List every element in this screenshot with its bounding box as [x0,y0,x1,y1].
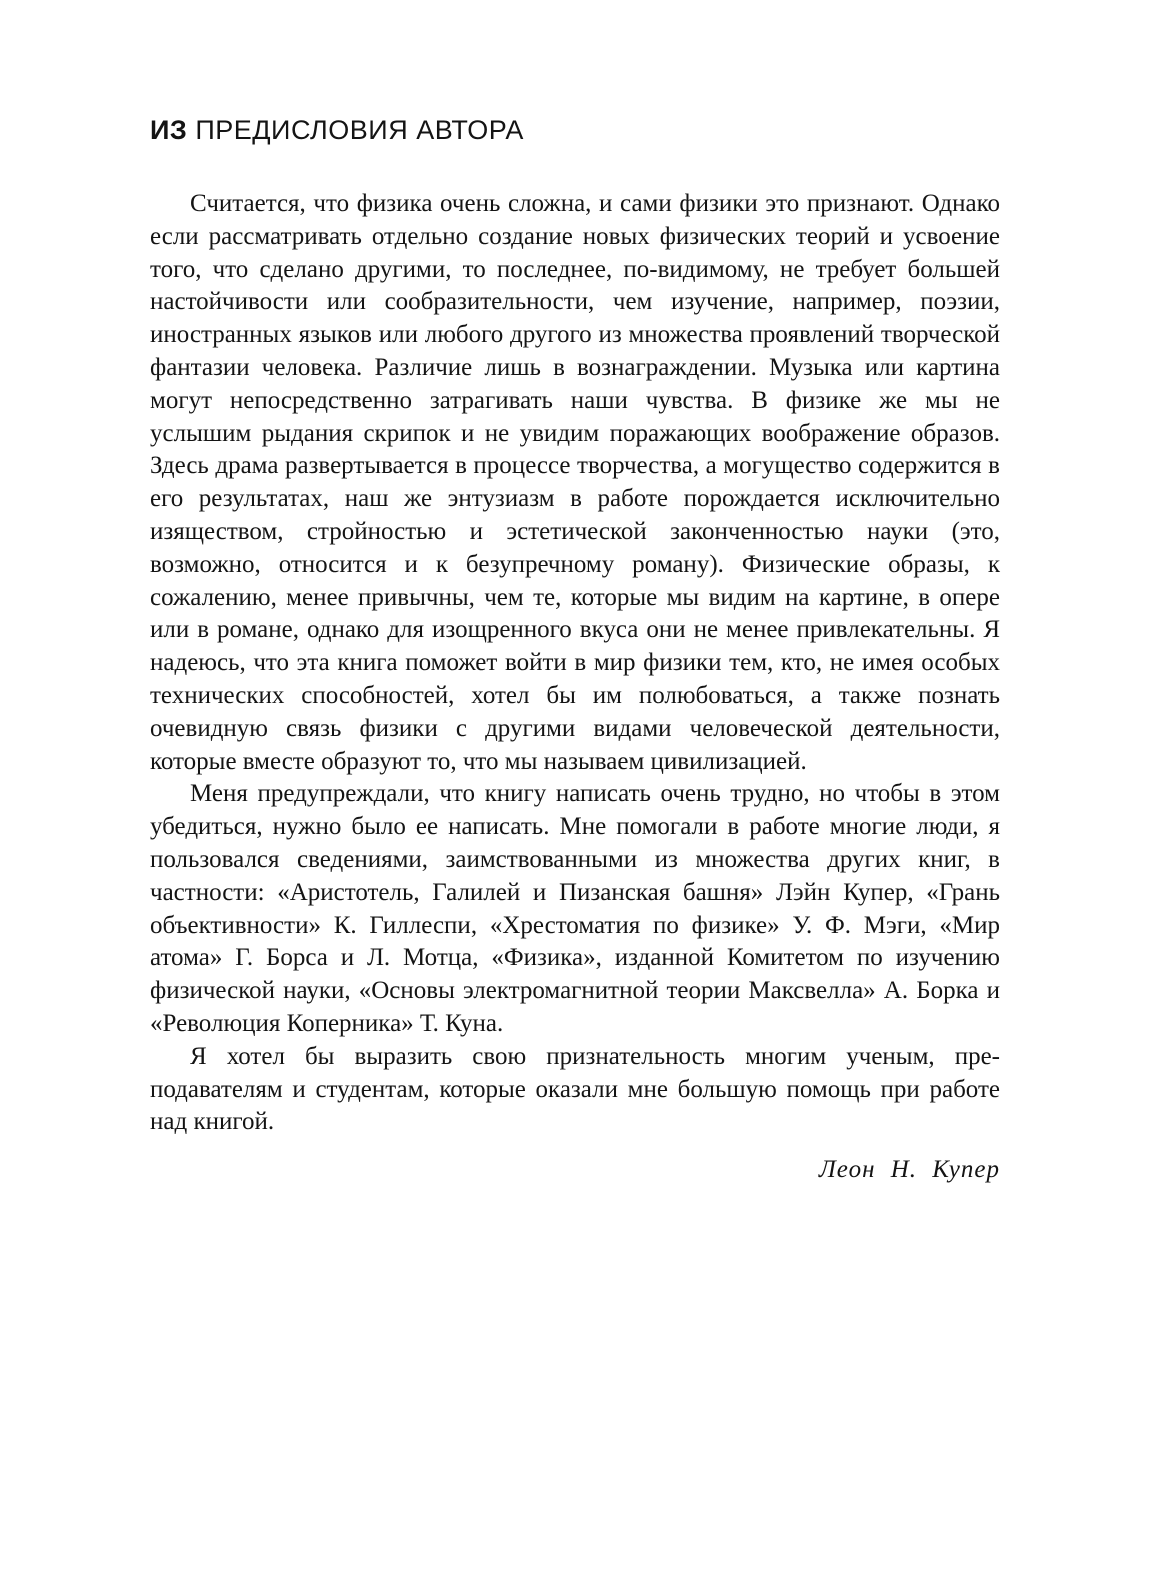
document-page [150,110,1000,1187]
section-heading [150,110,1000,150]
author-signature: Леон Н. Купер [818,1156,1000,1184]
heading-first-word: ИЗ [150,115,188,145]
heading-rest: ПРЕДИСЛОВИЯ АВТОРА [195,115,524,145]
paragraph-2: Меня предупреждали, что книгу написать очень трудно, но чтобы в этом убедиться, нужно было ее написать. Мне помогали в работе многие люди, я пользовался сведениями, заимствованными из множества других книг, в частности: «Аристотель, Галилей и Пизанская башня» Лэйн Купер, «Грань объективности» К. Гиллеспи, «Хрестоматия по физике» У. Ф. Мэги, «Мир атома» Г. Борса и Л. Мотца, «Физика», изданной Комитетом по изучению физической науки, «Основы электромагнитной теории Максвелла» А. Борка и «Революция Коперника» Т. Куна. [150,780,1000,1037]
paragraph-1: Считается, что физика очень сложна, и сами физики это признают. Однако если рассматривать отдельно создание новых физических теорий и усвоение того, что сделано другими, то последнее, по-видимому, не требует большей настойчивости или сообразительности, чем изучение, например, поэзии, иностранных языков или любого другого из множества проявлений творческой фантазии человека. Различие лишь в вознаграждении. Музыка или картина могут непосредственно затрагивать наши чувства. В физике же мы не услышим рыдания скрипок и не увидим поражающих воображение образов. Здесь драма развертывается в процессе творчества, а могущество содержится в его результатах, наш же энтузиазм в работе порождается исключительно изяществом, стройностью и эстетической законченностью науки (это, возможно, относится и к безупречному роману). Физические образы, к сожалению, менее привычны, чем те, которые мы видим на картине, в опере или в романе, однако для изощренного вкуса они не менее привлекательны. Я надеюсь, что эта книга поможет войти в мир физики тем, кто, не имея особых технических способностей, хотел бы им полюбоваться, а также познать очевидную связь физики с другими видами человеческой деятельности, которые вместе образуют то, что мы называем цивилизацией. [150,190,1000,775]
paragraph-3: Я хотел бы выразить свою признательность многим ученым, преподавателям и студентам, которые оказали мне большую помощь при работе над книгой. [150,1042,1000,1136]
